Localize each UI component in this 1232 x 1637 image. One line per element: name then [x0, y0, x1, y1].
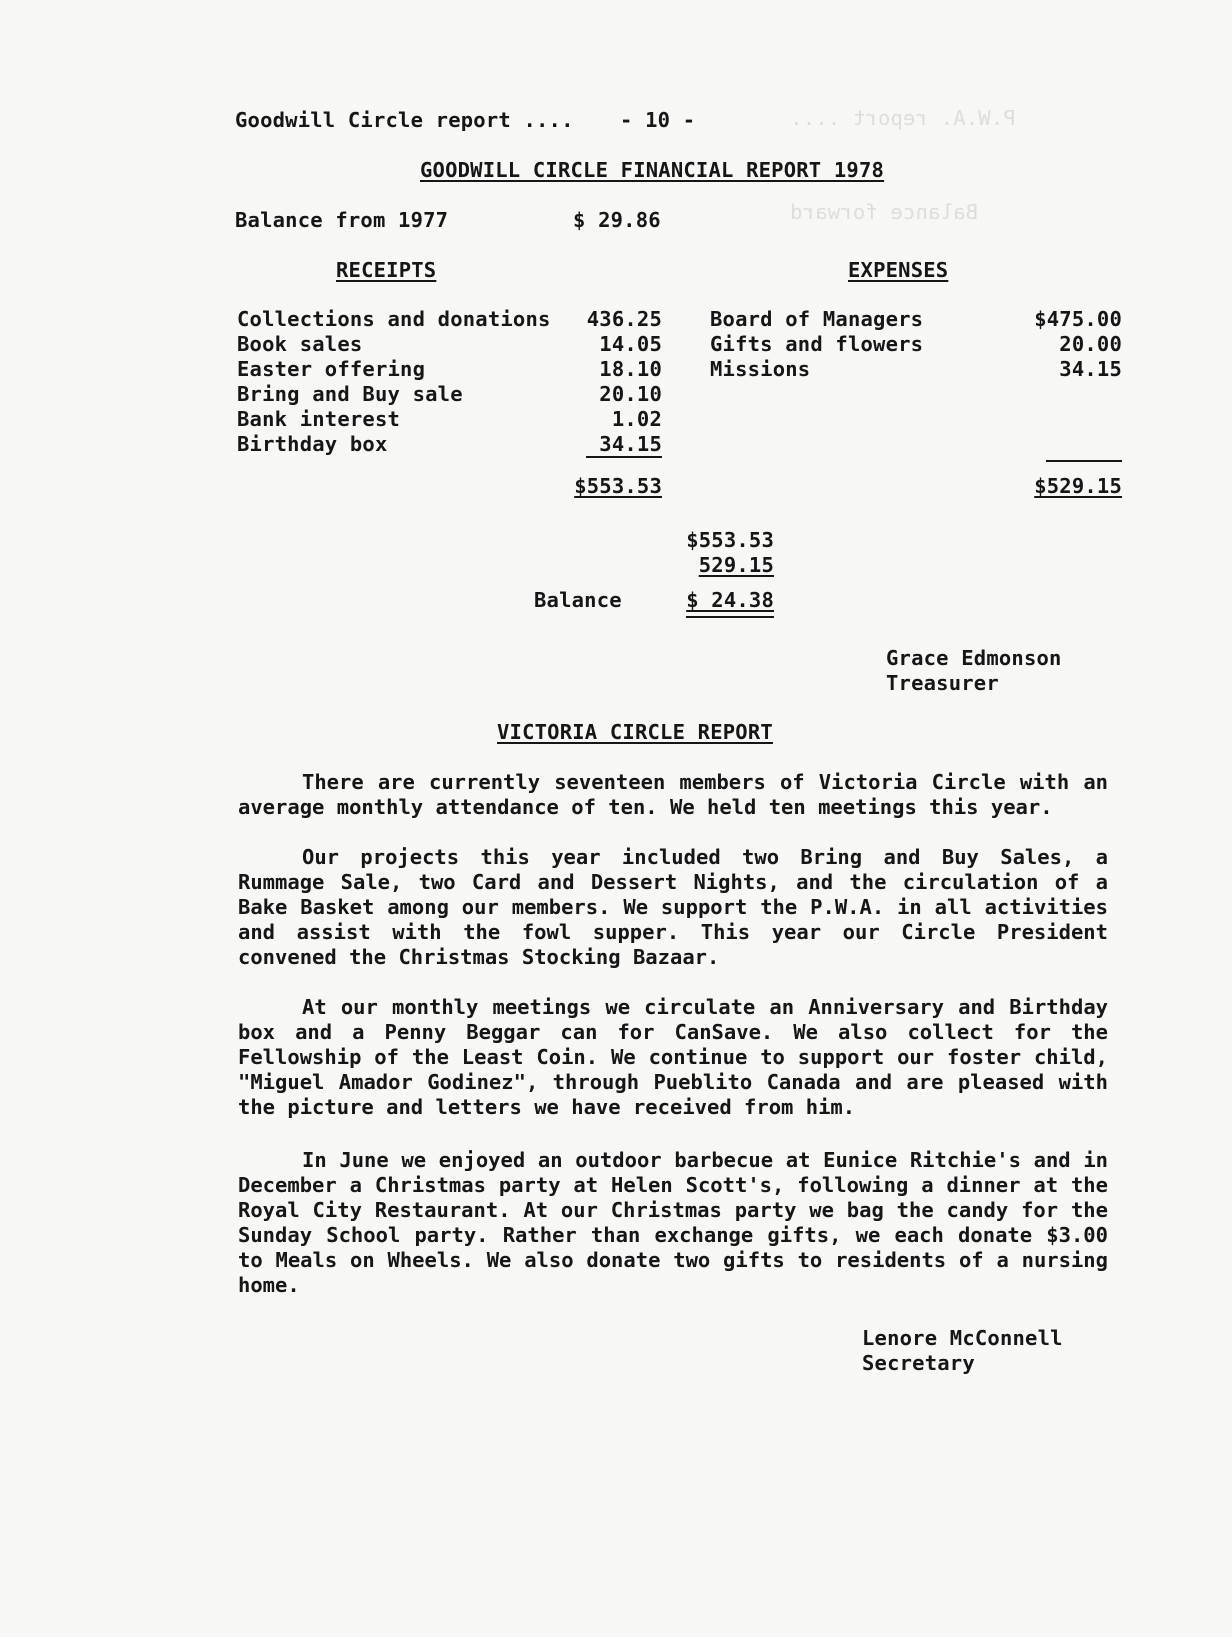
bleed-through-text: Balance forward: [790, 200, 979, 224]
calc-expenses: 529.15: [698, 553, 774, 577]
treasurer-name: Grace Edmonson: [886, 646, 1062, 670]
receipt-label: Bank interest: [237, 407, 401, 431]
receipts-total: $553.53: [574, 474, 662, 498]
calc-receipts: $553.53: [686, 528, 774, 552]
expense-label: Gifts and flowers: [710, 332, 924, 356]
receipt-amount: 18.10: [599, 357, 662, 381]
expenses-rule: [1046, 460, 1122, 462]
expense-label: Board of Managers: [710, 307, 924, 331]
expense-amount: 20.00: [1059, 332, 1122, 356]
expense-amount: $475.00: [1034, 307, 1122, 331]
expense-label: Missions: [710, 357, 811, 381]
receipt-label: Birthday box: [237, 432, 388, 456]
receipt-amount: 20.10: [599, 382, 662, 406]
receipt-label: Book sales: [237, 332, 363, 356]
victoria-paragraph: In June we enjoyed an outdoor barbecue at Eunice Ritchie's and in December a Christmas party at Helen Scott's, following a dinner at the Royal City Restaurant. At our Christmas party we bag the candy for the Sunday School party. Rather than exchange gifts, we each donate $3.00 to Meals on Wheels. We also donate two gifts to residents of a nursing home.: [238, 1148, 1108, 1297]
receipt-amount: 436.25: [586, 307, 662, 331]
balance-from-label: Balance from 1977: [235, 208, 449, 232]
expenses-total: $529.15: [1034, 474, 1122, 498]
victoria-report-title: VICTORIA CIRCLE REPORT: [497, 720, 773, 744]
treasurer-title: Treasurer: [886, 671, 999, 695]
calc-balance-label: Balance: [534, 588, 622, 612]
receipt-label: Collections and donations: [237, 307, 551, 331]
expense-amount: 34.15: [1059, 357, 1122, 381]
victoria-paragraph: At our monthly meetings we circulate an Anniversary and Birthday box and a Penny Beggar can for CanSave. We also collect for the Fellowship of the Least Coin. We continue to support our foster child, "Miguel Amador Godinez", through Pueblito Canada and are pleased with the picture and letters we have received from him.: [238, 995, 1108, 1119]
receipts-heading: RECEIPTS: [336, 258, 437, 282]
balance-double-rule: [686, 616, 774, 618]
secretary-name: Lenore McConnell: [862, 1326, 1063, 1350]
secretary-title: Secretary: [862, 1351, 975, 1375]
calc-balance: $ 24.38: [686, 588, 774, 612]
financial-report-title: GOODWILL CIRCLE FINANCIAL REPORT 1978: [420, 158, 885, 182]
receipt-amount: 1.02: [611, 407, 662, 431]
expenses-heading: EXPENSES: [848, 258, 949, 282]
receipt-label: Easter offering: [237, 357, 426, 381]
victoria-paragraph: Our projects this year included two Bring and Buy Sales, a Rummage Sale, two Card and Dessert Nights, and the circulation of a Bake Basket among our members. We support the P.W.A. in all activities and assist with the fowl supper. This year our Circle President convened the Christmas Stocking Bazaar.: [238, 845, 1108, 969]
receipts-rule: [586, 456, 662, 458]
receipt-label: Bring and Buy sale: [237, 382, 463, 406]
page-number: - 10 -: [620, 108, 696, 132]
receipt-amount: 34.15: [599, 432, 662, 456]
header-report-name: Goodwill Circle report ....: [235, 108, 574, 132]
receipt-amount: 14.05: [599, 332, 662, 356]
bleed-through-text: P.W.A. report ....: [790, 106, 1016, 130]
victoria-paragraph: There are currently seventeen members of Victoria Circle with an average monthly attendance of ten. We held ten meetings this year.: [238, 770, 1108, 819]
balance-from-value: $ 29.86: [573, 208, 661, 232]
